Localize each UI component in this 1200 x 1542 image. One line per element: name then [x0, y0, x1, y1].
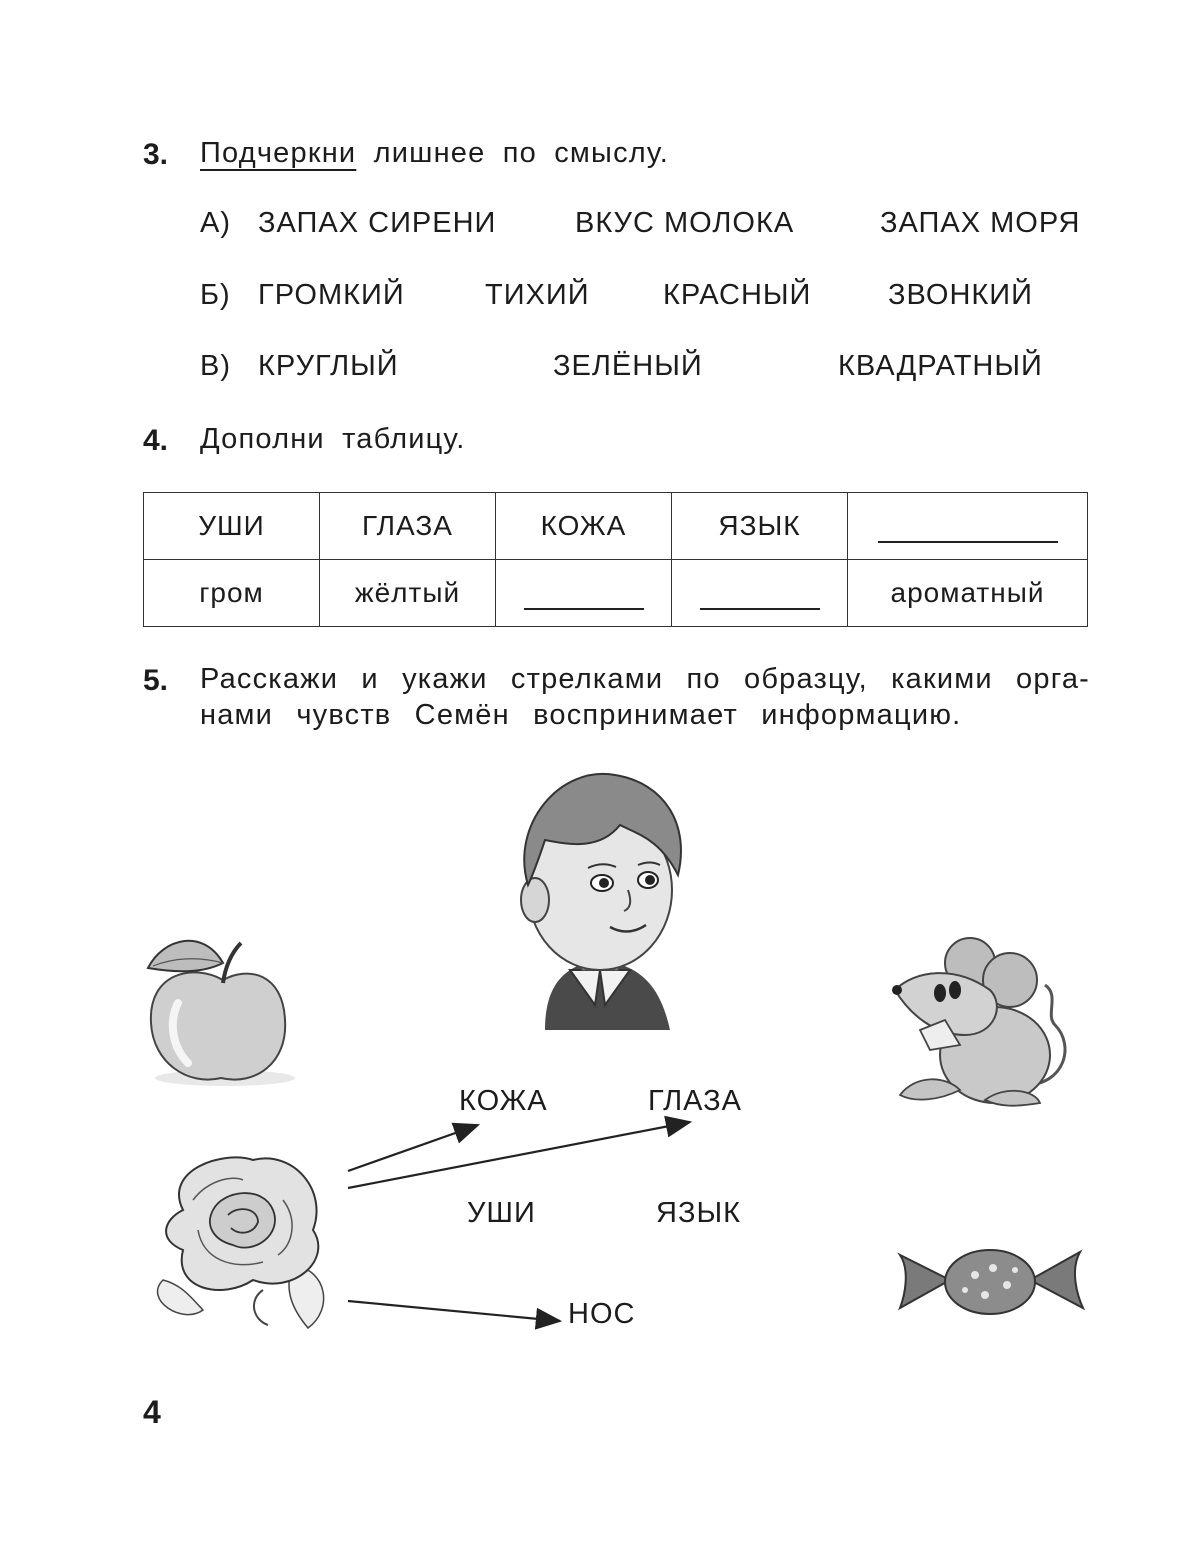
task3-row-b-word[interactable]: ЗВОНКИЙ	[888, 279, 1033, 311]
table-cell-tongue: ЯЗЫК	[672, 493, 848, 560]
table-cell-skin: КОЖА	[496, 493, 672, 560]
sense-word-skin[interactable]: КОЖА	[459, 1085, 548, 1117]
arrow-rose-to-eyes	[348, 1122, 690, 1188]
page-number: 4	[143, 1394, 161, 1430]
task3-instruction-rest: лишнее по смыслу.	[373, 137, 669, 169]
task5-number: 5.	[143, 664, 169, 697]
task3-row-c-word[interactable]: ЗЕЛЁНЫЙ	[553, 350, 703, 382]
task3-row-a-word[interactable]: ЗАПАХ МОРЯ	[880, 207, 1081, 239]
sense-word-nose[interactable]: НОС	[568, 1298, 636, 1330]
sense-word-eyes[interactable]: ГЛАЗА	[648, 1085, 742, 1117]
task3-row-a-word[interactable]: ЗАПАХ СИРЕНИ	[258, 207, 497, 239]
sense-word-tongue[interactable]: ЯЗЫК	[656, 1197, 742, 1229]
task3-row-c-word[interactable]: КВАДРАТНЫЙ	[838, 350, 1043, 382]
table-cell-ears: УШИ	[144, 493, 320, 560]
arrow-rose-to-nose	[348, 1301, 560, 1321]
task3-row-b-word[interactable]: КРАСНЫЙ	[663, 279, 812, 311]
task5-instruction-line2: нами чувств Семён воспринимает информацию.	[200, 699, 962, 731]
task3-row-b-word[interactable]: ТИХИЙ	[485, 279, 590, 311]
task3-row-c-label: В)	[200, 350, 231, 382]
arrow-rose-to-skin	[348, 1125, 478, 1171]
task3-row-b-word[interactable]: ГРОМКИЙ	[258, 279, 405, 311]
task3-row-c-word[interactable]: КРУГЛЫЙ	[258, 350, 399, 382]
task3-instruction-verb: Подчеркни	[200, 137, 357, 169]
task3-number: 3.	[143, 138, 169, 171]
sense-word-ears[interactable]: УШИ	[467, 1197, 536, 1229]
task3-row-b-label: Б)	[200, 279, 231, 311]
table-cell-thunder: гром	[144, 560, 320, 627]
task4-instruction: Дополни таблицу.	[200, 423, 466, 455]
task5-instruction-line1: Расскажи и укажи стрелками по образцу, какими орга-	[200, 663, 1091, 695]
table-cell-yellow: жёлтый	[320, 560, 496, 627]
task4-number: 4.	[143, 424, 169, 457]
table-cell-aromatic: ароматный	[848, 560, 1088, 627]
task3-row-a-label: А)	[200, 207, 231, 239]
task3-row-a-word[interactable]: ВКУС МОЛОКА	[575, 207, 795, 239]
table-cell-eyes: ГЛАЗА	[320, 493, 496, 560]
